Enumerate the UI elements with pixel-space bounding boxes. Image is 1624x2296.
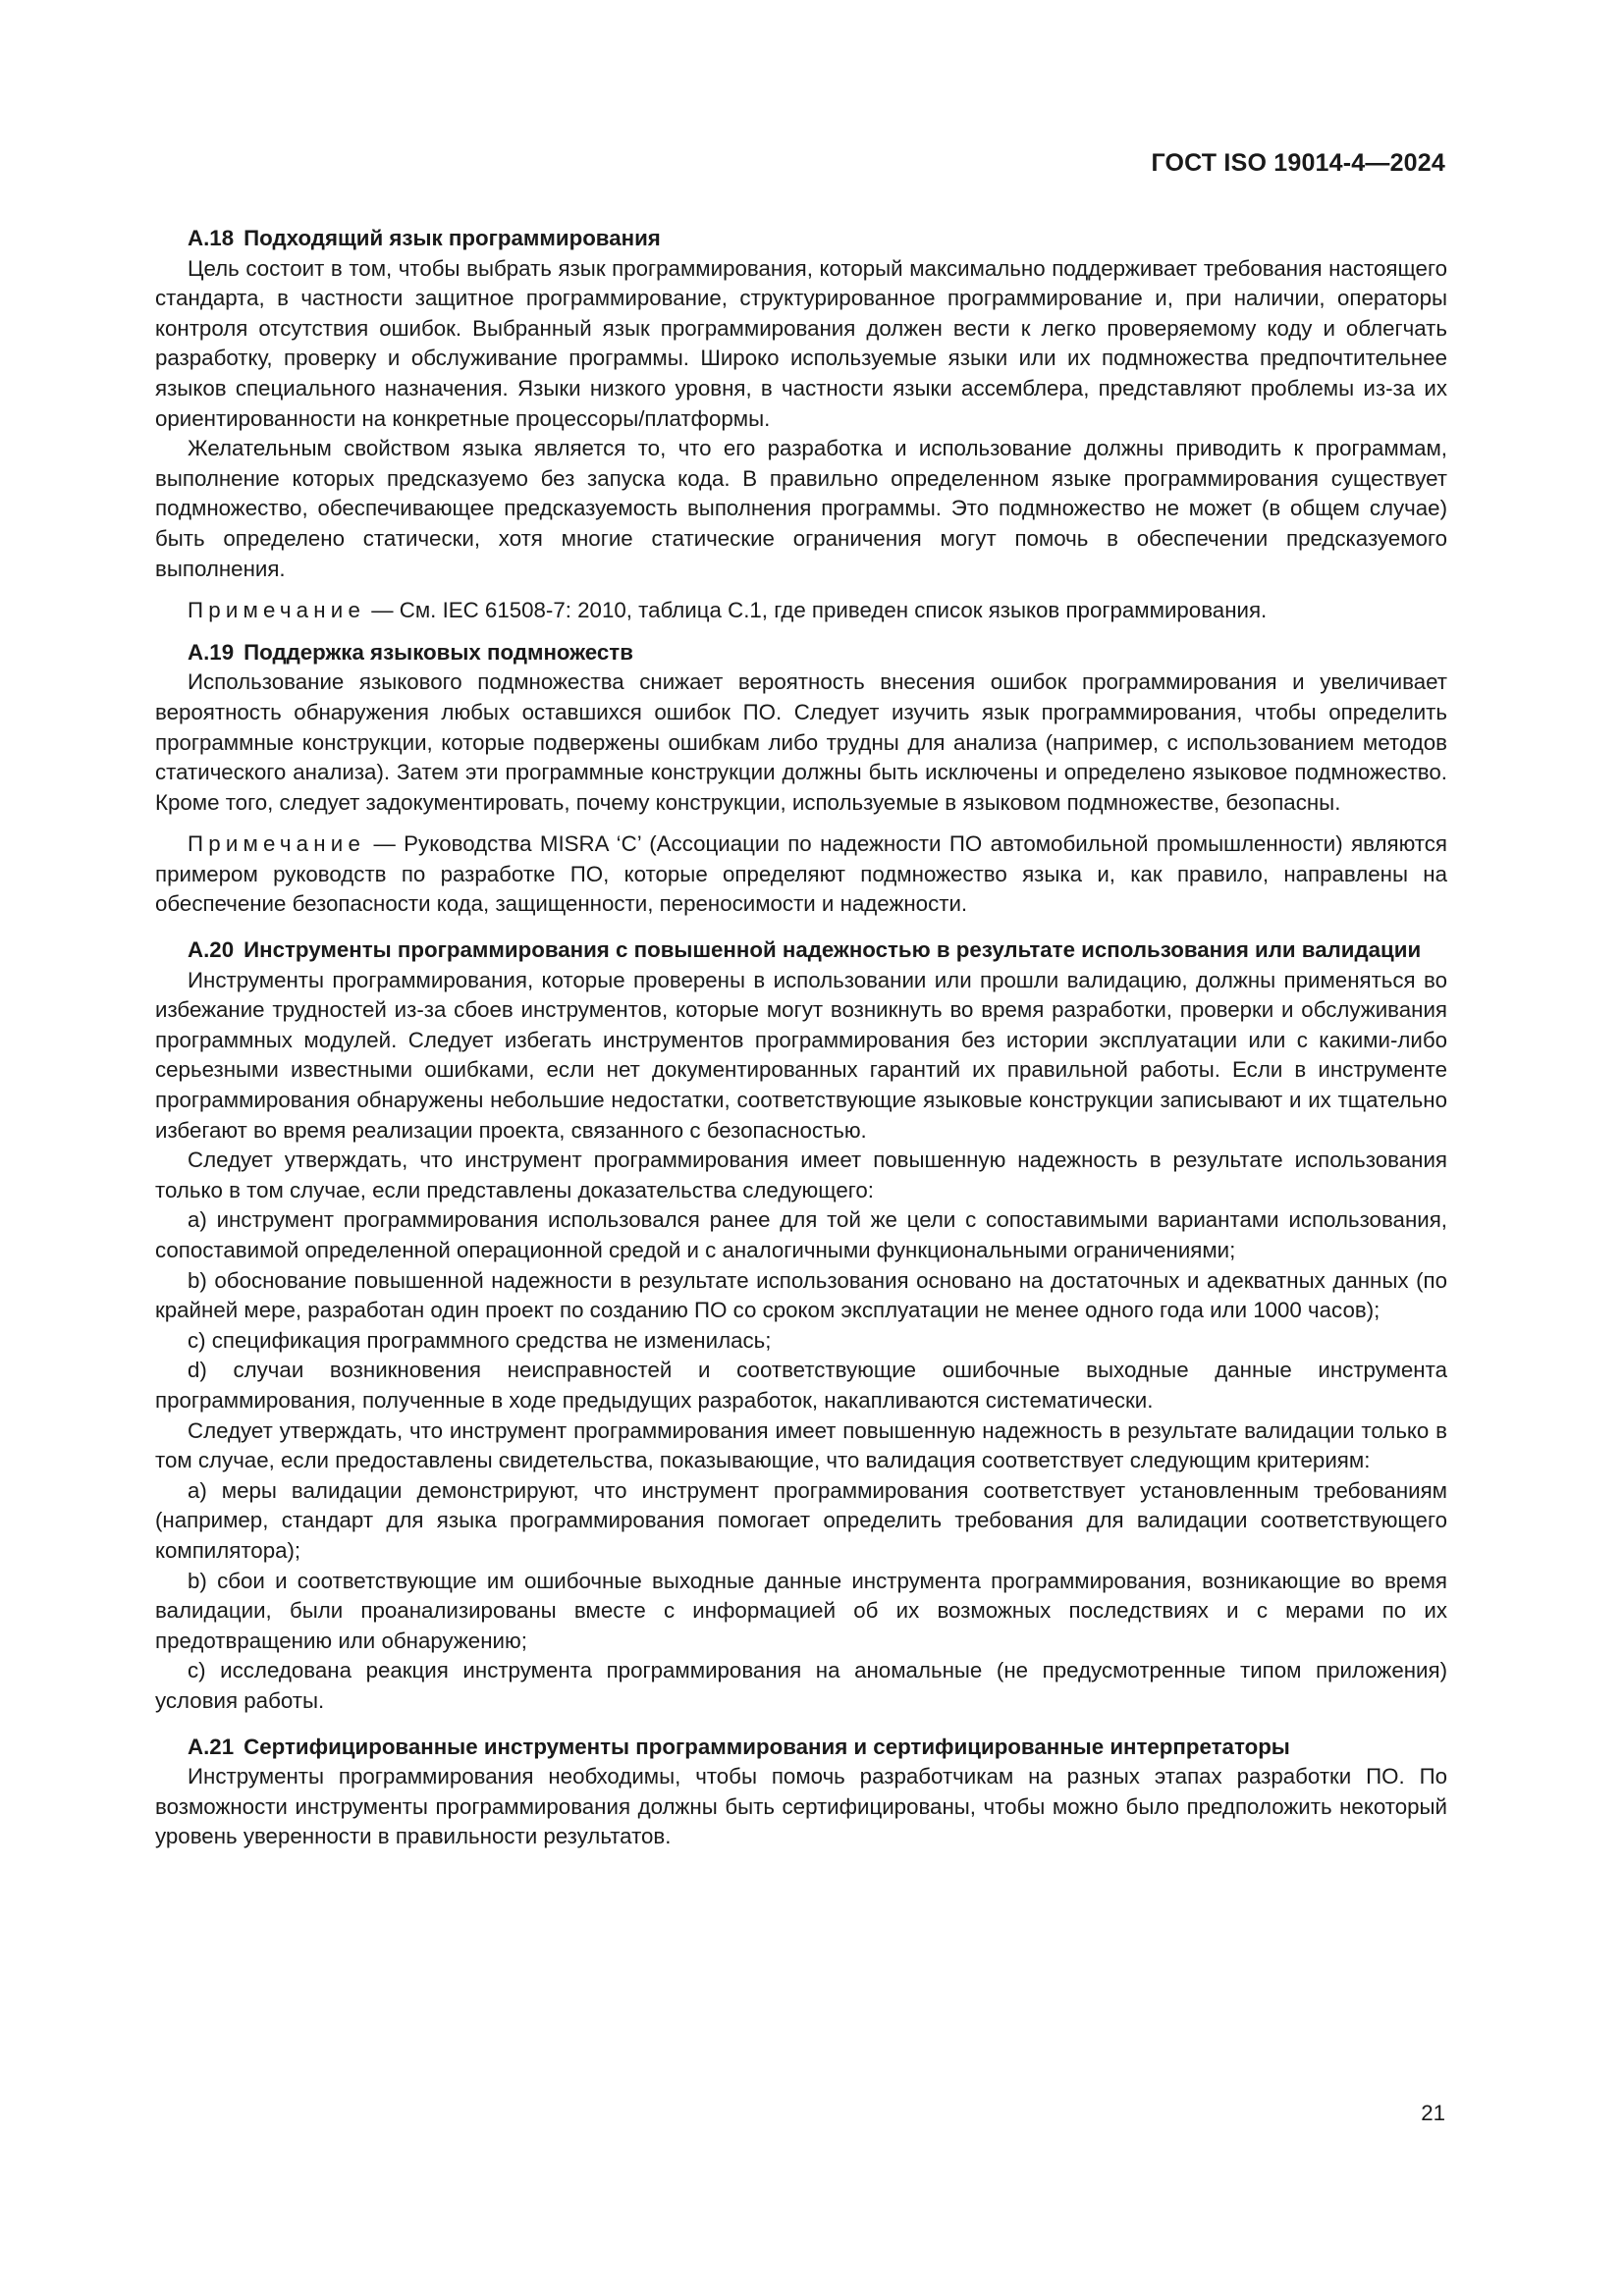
section-number: A.21: [188, 1734, 235, 1759]
section-heading-a20: [155, 935, 1447, 966]
section-number: A.20: [188, 937, 235, 963]
note-text: — См. IEC 61508-7: 2010, таблица C.1, где приведен список языков программирования.: [365, 598, 1268, 623]
list-item: a) инструмент программирования использовался ранее для той же цели с сопоставимыми вариантами использования, сопоставимой определенной операционной средой и с аналогичными функциональными ограничениями;: [155, 1207, 1447, 1262]
note-label: Примечание: [188, 598, 366, 623]
page-number: 21: [1421, 2101, 1445, 2125]
document-body: [155, 224, 1447, 1852]
section-heading-a19: [155, 638, 1447, 668]
note: [155, 596, 1447, 626]
list-item: c) исследована реакция инструмента программирования на аномальные (не предусмотренные типом приложения) условия работы.: [155, 1658, 1447, 1713]
list-item: d) случаи возникновения неисправностей и соответствующие ошибочные выходные данные инструмента программирования, полученные в ходе предыдущих разработок, накапливаются систематически.: [155, 1358, 1447, 1413]
list-evidence: [155, 1205, 1447, 1415]
paragraph: Цель состоит в том, чтобы выбрать язык программирования, который максимально поддерживает требования настоящего стандарта, в частности защитное программирование, структурированное программирование и, при наличии, операторы контроля отсутствия ошибок. Выбранный язык программирования должен вести к легко проверяемому коду и облегчать разработку, проверку и обслуживание программы. Широко используемые языки или их подмножества предпочтительнее языков специального назначения. Языки низкого уровня, в частности языки ассемблера, представляют проблемы из-за их ориентированности на конкретные процессоры/платформы.: [155, 255, 1447, 431]
list-item: c) спецификация программного средства не изменилась;: [188, 1327, 772, 1353]
note-text: — Руководства MISRA ‘C’ (Ассоциации по надежности ПО автомобильной промышленности) являются примером руководств по разработке ПО, которые определяют подмножество языка и, как правило, направлены на обеспечение безопасности кода, защищенности, переносимости и надежности.: [155, 831, 1447, 917]
list-item: b) обоснование повышенной надежности в результате использования основано на достаточных и адекватных данных (по крайней мере, разработан один проект по созданию ПО со сроком эксплуатации не менее одного года или 1000 часов);: [155, 1267, 1447, 1323]
paragraph: Инструменты программирования, которые проверены в использовании или прошли валидацию, должны применяться во избежание трудностей из-за сбоев инструментов, которые могут возникнуть во время разработки, проверки и обслуживания программных модулей. Следует избегать инструментов программирования без истории эксплуатации или с какими-либо серьезными известными ошибками, если нет документированных гарантий их правильной работы. Если в инструменте программирования обнаружены небольшие недостатки, соответствующие языковые конструкции записывают и их тщательно избегают во время реализации проекта, связанного с безопасностью.: [155, 967, 1447, 1143]
section-title: Сертифицированные инструменты программирования и сертифицированные интерпретаторы: [244, 1734, 1290, 1759]
paragraph: Следует утверждать, что инструмент программирования имеет повышенную надежность в результате валидации только в том случае, если предоставлены свидетельства, показывающие, что валидация соответствует следующим критериям:: [155, 1417, 1447, 1473]
paragraph: Следует утверждать, что инструмент программирования имеет повышенную надежность в результате использования только в том случае, если представлены доказательства следующего:: [155, 1148, 1447, 1202]
list-item: a) меры валидации демонстрируют, что инструмент программирования соответствует установленным требованиям (например, стандарт для языка программирования помогает определить требования для валидации соответствующего компилятора);: [155, 1477, 1447, 1563]
section-heading-a18: [155, 224, 1447, 254]
list-validation-criteria: [155, 1476, 1447, 1717]
section-number: A.18: [188, 226, 235, 250]
note: [155, 829, 1447, 920]
section-title: Подходящий язык программирования: [244, 226, 661, 250]
section-title: Поддержка языковых подмножеств: [244, 639, 633, 665]
paragraph: Инструменты программирования необходимы, чтобы помочь разработчикам на разных этапах разработки ПО. По возможности инструменты программирования должны быть сертифицированы, чтобы можно было предположить некоторый уровень уверенности в правильности результатов.: [155, 1764, 1447, 1849]
section-number: A.19: [188, 639, 235, 665]
section-heading-a21: [155, 1733, 1447, 1763]
paragraph: Желательным свойством языка является то, что его разработка и использование должны приводить к программам, выполнение которых предсказуемо без запуска кода. В правильно определенном языке программирования существует подмножество, обеспечивающее предсказуемость выполнения программы. Это подмножество не может (в общем случае) быть определено статически, хотя многие статические ограничения могут помочь в обеспечении предсказуемого выполнения.: [155, 436, 1447, 581]
list-item: b) сбои и соответствующие им ошибочные выходные данные инструмента программирования, возникающие во время валидации, были проанализированы вместе с информацией об их возможных последствиях и с мерами по их предотвращению или обнаружению;: [155, 1568, 1447, 1653]
paragraph: Использование языкового подмножества снижает вероятность внесения ошибок программирования и увеличивает вероятность обнаружения любых оставшихся ошибок ПО. Следует изучить язык программирования, чтобы определить программные конструкции, которые подвержены ошибкам либо трудны для анализа (например, с использованием методов статического анализа). Затем эти программные конструкции должны быть исключены и определено языковое подмножество. Кроме того, следует задокументировать, почему конструкции, используемые в языковом подмножестве, безопасны.: [155, 669, 1447, 815]
document-code-header: ГОСТ ISO 19014-4—2024: [1151, 149, 1445, 177]
section-title: Инструменты программирования с повышенной надежностью в результате использования или валидации: [244, 937, 1422, 963]
note-label: Примечание: [188, 831, 366, 857]
